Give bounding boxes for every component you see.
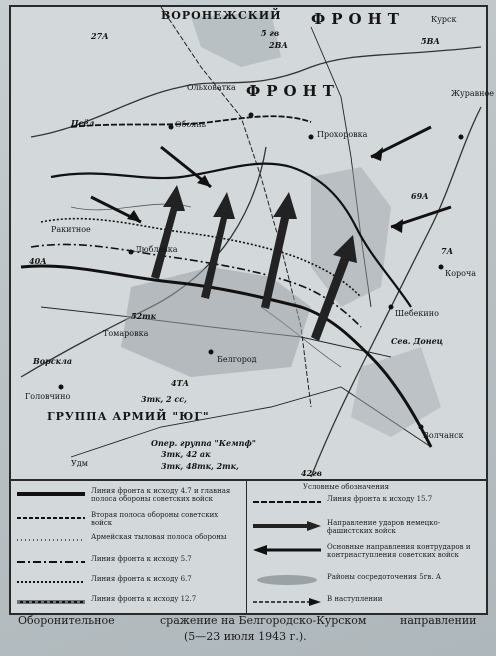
front-line-6-7-icon: [17, 577, 85, 587]
label-korocha: Корочa: [445, 269, 477, 278]
legend-text: В наступлении: [327, 595, 383, 603]
soviet-counter-arrow-icon: [253, 545, 321, 555]
legend: [11, 479, 486, 615]
second-line-icon: [17, 513, 85, 523]
label-corps-2: 3тк, 48тк, 2тк,: [161, 461, 239, 471]
legend-text: Армейская тыловая полоса обороны: [91, 533, 227, 541]
label-vorskla: Ворскла: [33, 356, 73, 366]
legend-item-front-15-7: [253, 495, 479, 511]
legend-item-front-12-7: [17, 595, 243, 611]
legend-text: Направление ударов немецко-фашистских войск: [327, 519, 441, 535]
map-caption: [0, 612, 496, 654]
label-group-kempf: Опер. группа "Кемпф": [151, 438, 256, 448]
label-army-7a: 7А: [441, 246, 454, 256]
legend-text: Районы сосредоточения 5гв. А: [327, 573, 442, 581]
label-army-42a: 42гв: [301, 468, 322, 478]
label-belgorod: Белгород: [217, 355, 257, 364]
label-army-4ta: 4ТА: [171, 378, 190, 388]
map-drawing: [11, 7, 486, 477]
label-army-5gv: 5 гв: [261, 28, 280, 38]
label-sev-donets: Сев. Донец: [391, 336, 444, 346]
legend-text: Основные направления контрударов и контрнаступления советских войск: [327, 543, 471, 559]
label-kursk: Курск: [431, 15, 457, 24]
legend-item-second-line: [17, 511, 243, 527]
map-frame: [9, 5, 494, 615]
army-rear-line-icon: [17, 535, 85, 545]
label-group-kempf-2: 3тк, 42 ак: [161, 449, 211, 459]
legend-item-german-attacks: [253, 519, 479, 535]
caption-middle: сражение на Белгородско-Курском: [160, 614, 367, 627]
legend-item-front-6-7: [17, 575, 243, 591]
label-zhuravnoye: Журавное: [451, 89, 494, 98]
hatched-area-1: [121, 267, 311, 377]
legend-item-concentration: [253, 573, 479, 589]
legend-text: Линия фронта к исходу 15.7: [327, 495, 433, 503]
legend-text: Линия фронта к исходу 5.7: [91, 555, 192, 563]
legend-divider: [246, 481, 247, 615]
label-army-27a: 27А: [91, 31, 109, 41]
legend-text: Линия фронта к исходу 4.7 и главная полоса обороны советских войск: [91, 487, 231, 503]
label-oboyan: Обоянь: [175, 120, 206, 129]
legend-item-army-rear: [17, 533, 243, 549]
label-corps-3: 52тк: [131, 311, 157, 321]
front-line-12-7-icon: [17, 597, 85, 607]
legend-text: Линия фронта к исходу 12.7: [91, 595, 197, 603]
caption-dates: (5—23 июля 1943 г.).: [184, 630, 307, 643]
label-army-69a: 69А: [411, 191, 429, 201]
label-army-2va: 2ВА: [269, 40, 288, 50]
map-area: [11, 7, 494, 478]
label-army-40a: 40А: [29, 256, 47, 266]
label-golovchino: Головчино: [25, 392, 71, 401]
legend-title: Условные обозначения: [303, 483, 390, 491]
label-army-5va: 5ВА: [421, 36, 440, 46]
label-front-mid: ФРОНТ: [246, 82, 340, 100]
label-udy: Удм: [71, 459, 88, 468]
concentration-area-icon: [253, 575, 321, 585]
front-line-4-7-icon: [17, 489, 85, 499]
caption-right: направлении: [400, 614, 477, 627]
label-shebekino: Шебекино: [395, 309, 439, 318]
german-attack-arrow-icon: [253, 521, 321, 531]
legend-text: Линия фронта к исходу 6.7: [91, 575, 192, 583]
label-lyubimovka: Люблевка: [135, 245, 178, 254]
front-line-5-7-icon: [17, 557, 85, 567]
legend-item-front-5-7: [17, 555, 243, 571]
legend-item-offensive: [253, 595, 479, 611]
caption-left: Оборонительное: [18, 614, 115, 627]
label-corps-1: 3тк, 2 сс,: [141, 394, 187, 404]
label-tomarovka: Томаровка: [103, 329, 149, 338]
label-psel: Псёл: [71, 118, 95, 128]
offensive-arrow-icon: [253, 597, 321, 607]
label-gruppa-armiy-yug: ГРУППА АРМИЙ "ЮГ": [47, 410, 210, 423]
label-olkhovatka: Ольховатка: [187, 83, 236, 92]
label-prokhorovka: Прохоровка: [317, 130, 368, 139]
label-kharkov: Волчанск: [423, 431, 464, 440]
front-line-15-7-icon: [253, 497, 321, 507]
legend-item-front-4-7: [17, 487, 243, 503]
label-voronezhsky: ВОРОНЕЖСКИЙ: [161, 9, 282, 22]
legend-item-soviet-counter: [253, 543, 479, 559]
legend-text: Вторая полоса обороны советских войск: [91, 511, 219, 527]
label-rakitnoye: Ракитное: [51, 225, 91, 234]
label-front-top: ФРОНТ: [311, 10, 405, 28]
